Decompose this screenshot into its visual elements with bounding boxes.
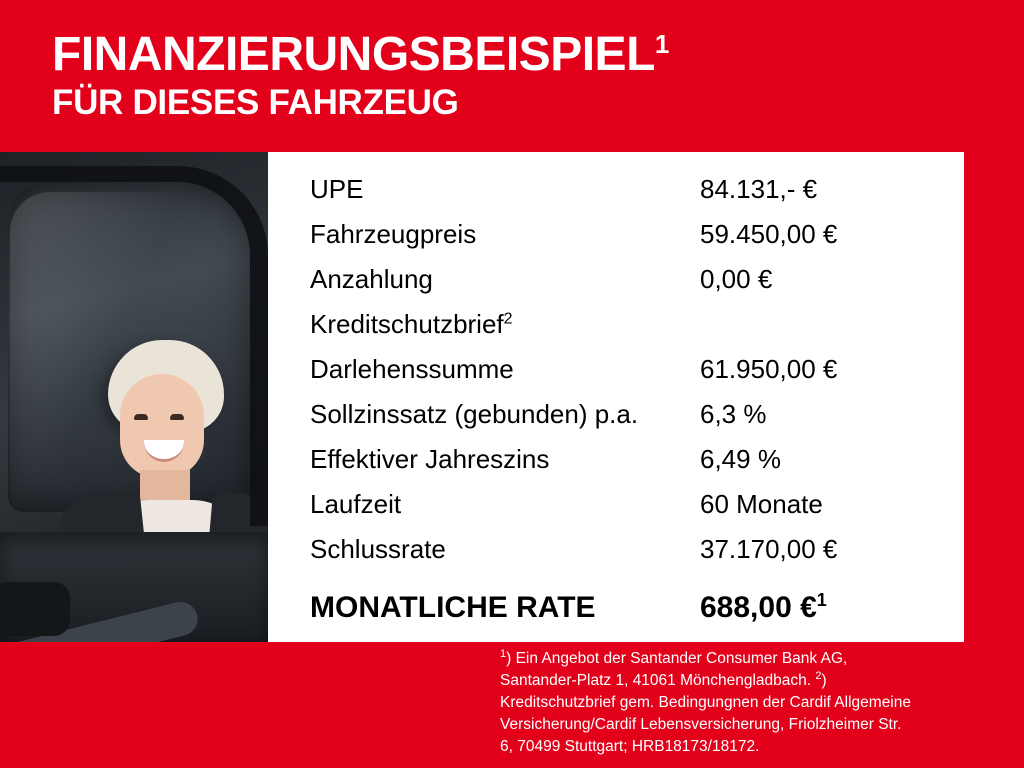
- page-title-text: FINANZIERUNGSBEISPIEL: [52, 28, 655, 81]
- row-label: Anzahlung: [310, 264, 433, 294]
- row-value: 6,3 %: [700, 399, 767, 429]
- footnote-line-2: Santander-Platz 1, 41061 Mönchengladbach.: [500, 672, 816, 689]
- footnote-line-4: Versicherung/Cardif Lebensversicherung, Friolzheimer Str.: [500, 716, 902, 733]
- row-label: Darlehenssumme: [310, 354, 514, 384]
- row-label: Schlussrate: [310, 534, 446, 564]
- row-label: [310, 309, 700, 340]
- header: [0, 0, 1024, 152]
- monthly-rate-footnote-marker: 1: [816, 590, 827, 610]
- table-row: [268, 534, 964, 579]
- table-row: [268, 264, 964, 309]
- footnote-marker-2: 2: [815, 669, 822, 682]
- footnote-line-1: ) Ein Angebot der Santander Consumer Bank AG,: [506, 650, 848, 667]
- row-label: Sollzinssatz (gebunden) p.a.: [310, 399, 639, 429]
- row-label-text: Kreditschutzbrief: [310, 309, 504, 339]
- table-row: [268, 309, 964, 354]
- monthly-rate-row: [268, 591, 964, 641]
- legal-footnote: [500, 648, 1000, 758]
- monthly-rate-label: MONATLICHE RATE: [310, 591, 596, 624]
- monthly-rate-amount: 688,00 €: [700, 591, 817, 624]
- row-value: 60 Monate: [700, 489, 823, 519]
- footnote-line-3: Kreditschutzbrief gem. Bedingungnen der Cardif Allgemeine: [500, 694, 911, 711]
- table-row: [268, 354, 964, 399]
- row-value: 37.170,00 €: [700, 534, 838, 564]
- row-value: 84.131,- €: [700, 174, 818, 204]
- vehicle-driver-photo: [0, 152, 268, 642]
- row-value: 61.950,00 €: [700, 354, 838, 384]
- page-title-footnote-marker: 1: [654, 29, 669, 59]
- footnote-marker-1: 1: [500, 647, 507, 660]
- photo-car-window-frame: [0, 166, 268, 526]
- row-value: 0,00 €: [700, 264, 773, 294]
- financing-table: [268, 152, 964, 642]
- footnote-line-2-end: ): [821, 672, 827, 689]
- table-row: [268, 444, 964, 489]
- table-row: [268, 219, 964, 264]
- page-title: [52, 30, 1024, 80]
- table-row: [268, 399, 964, 444]
- footnote-line-5: 6, 70499 Stuttgart; HRB18173/18172.: [500, 738, 760, 755]
- row-label: UPE: [310, 174, 364, 204]
- row-label: Effektiver Jahreszins: [310, 444, 550, 474]
- monthly-rate-value: [700, 591, 827, 625]
- row-label: Fahrzeugpreis: [310, 219, 477, 249]
- row-value: 59.450,00 €: [700, 219, 838, 249]
- photo-car-mirror: [0, 582, 70, 636]
- page-subtitle: FÜR DIESES FAHRZEUG: [52, 83, 459, 123]
- row-label-footnote-marker: 2: [503, 310, 513, 328]
- row-label: Laufzeit: [310, 489, 402, 519]
- table-row: [268, 489, 964, 534]
- row-value: 6,49 %: [700, 444, 781, 474]
- table-row: [268, 174, 964, 219]
